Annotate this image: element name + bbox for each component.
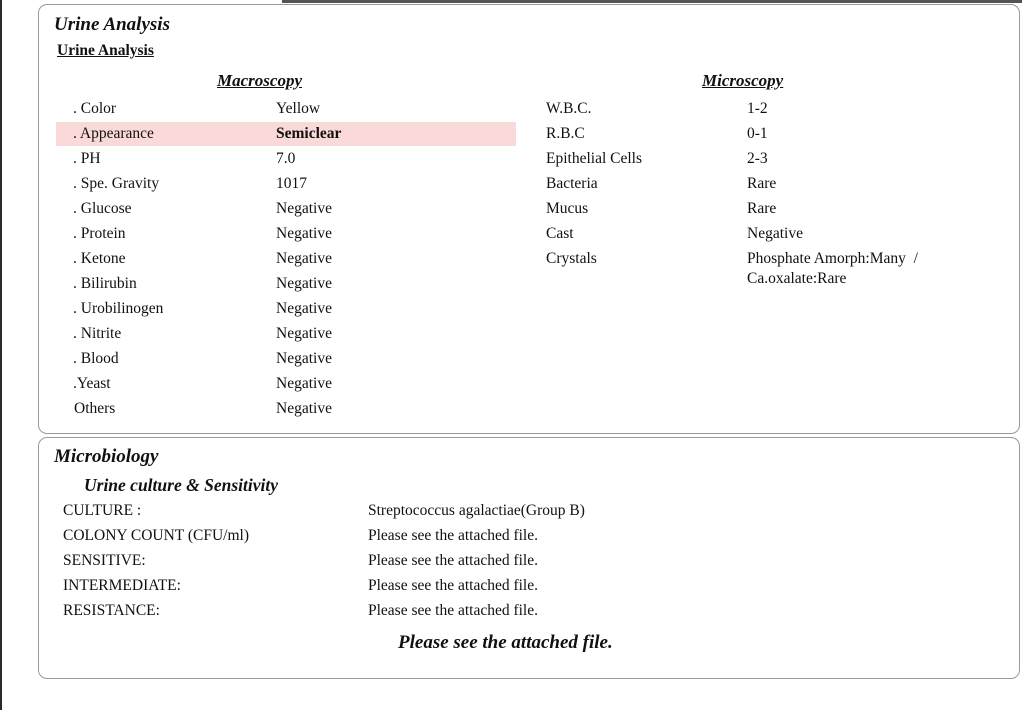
macroscopy-label: . Appearance [73,125,154,142]
crystals-line-1: Phosphate Amorph:Many / [747,250,918,267]
macroscopy-value: Negative [276,400,332,417]
intermediate-label: INTERMEDIATE: [63,577,181,594]
macroscopy-value: Negative [276,375,332,392]
macroscopy-row-nitrite [56,322,516,346]
macroscopy-row-urobilinogen [56,297,516,321]
culture-label: CULTURE : [63,502,142,519]
microscopy-label: Bacteria [546,175,598,192]
crystals-line-2: Ca.oxalate:Rare [747,270,847,287]
macroscopy-value: Semiclear [276,125,342,142]
macroscopy-value: Yellow [276,100,321,117]
microscopy-label: Crystals [546,250,597,267]
top-border-rule [282,0,1022,3]
microscopy-value-crystals [747,249,918,289]
macroscopy-row-yeast [56,372,516,396]
sensitive-label: SENSITIVE: [63,552,146,569]
microbiology-title: Microbiology [54,446,159,467]
urine-analysis-panel [38,4,1020,434]
urine-analysis-title: Urine Analysis [54,14,170,35]
macroscopy-value: Negative [276,250,332,267]
macroscopy-heading: Macroscopy [217,71,302,90]
macroscopy-value: Negative [276,225,332,242]
microscopy-label: Epithelial Cells [546,150,642,167]
microscopy-heading: Microscopy [702,71,784,90]
microbiology-panel [38,437,1020,679]
culture-value: Streptococcus agalactiae(Group B) [368,502,585,519]
macroscopy-row-ph [56,147,516,171]
culture-sensitivity-title: Urine culture & Sensitivity [84,475,278,495]
microscopy-value: Rare [747,200,777,217]
colony-count-value: Please see the attached file. [368,527,538,544]
microscopy-label: W.B.C. [546,100,592,117]
macroscopy-row-color [56,97,516,121]
microscopy-row-rbc [546,122,986,146]
sensitive-value: Please see the attached file. [368,552,538,569]
macroscopy-row-protein [56,222,516,246]
microscopy-row-cast [546,222,986,246]
macroscopy-label: . Bilirubin [73,275,137,292]
macroscopy-row-ketone [56,247,516,271]
macroscopy-label: . Ketone [73,250,126,267]
macroscopy-row-others [56,397,516,421]
microscopy-row-epithelial-cells [546,147,986,171]
macroscopy-row-specific-gravity [56,172,516,196]
macroscopy-label: . Color [73,100,117,117]
microscopy-row-mucus [546,197,986,221]
microscopy-row-wbc [546,97,986,121]
microscopy-label: Cast [546,225,574,242]
macroscopy-label: . PH [73,150,101,167]
macroscopy-row-appearance [56,122,516,146]
microscopy-value: 1-2 [747,100,768,117]
microscopy-value: Rare [747,175,777,192]
microscopy-row-bacteria [546,172,986,196]
macroscopy-value: Negative [276,275,332,292]
macroscopy-label: . Glucose [73,200,132,217]
macroscopy-value: Negative [276,350,332,367]
intermediate-value: Please see the attached file. [368,577,538,594]
macroscopy-row-glucose [56,197,516,221]
left-border-rule [0,0,2,710]
macroscopy-row-bilirubin [56,272,516,296]
macroscopy-label: . Urobilinogen [73,300,164,317]
microscopy-value: 0-1 [747,125,768,142]
macroscopy-label: . Protein [73,225,126,242]
macroscopy-row-blood [56,347,516,371]
microscopy-value: 2-3 [747,150,768,167]
colony-count-label: COLONY COUNT (CFU/ml) [63,527,250,544]
macroscopy-value: Negative [276,200,332,217]
macroscopy-value: Negative [276,325,332,342]
macroscopy-value: 7.0 [276,150,296,167]
macroscopy-value: Negative [276,300,332,317]
macroscopy-value: 1017 [276,175,307,192]
resistance-label: RESISTANCE: [63,602,160,619]
urine-analysis-subtitle: Urine Analysis [57,42,154,59]
macroscopy-label: . Blood [73,350,119,367]
macroscopy-label: Others [74,400,116,417]
microscopy-row-crystals [546,247,986,293]
resistance-value: Please see the attached file. [368,602,538,619]
macroscopy-label: .Yeast [73,375,111,392]
macroscopy-label: . Nitrite [73,325,122,342]
attached-file-note: Please see the attached file. [398,632,613,653]
macroscopy-label: . Spe. Gravity [73,175,160,192]
microscopy-label: Mucus [546,200,589,217]
microscopy-value: Negative [747,225,803,242]
microscopy-label: R.B.C [546,125,585,142]
